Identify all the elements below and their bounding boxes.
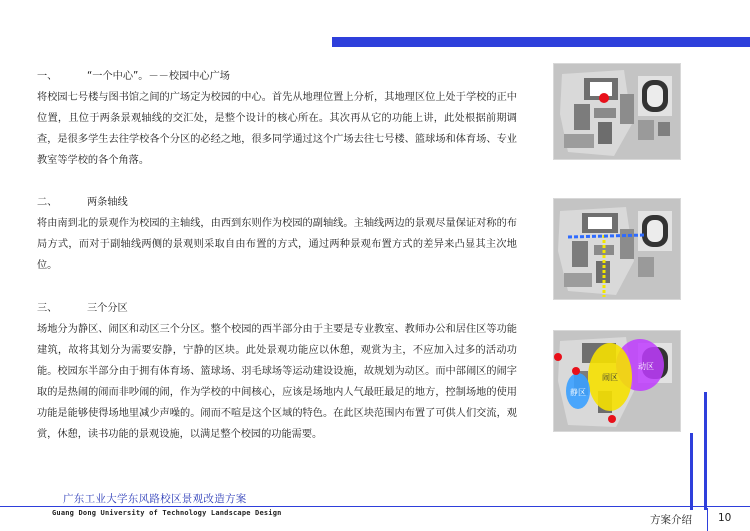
section-title: 三个分区 [87,303,128,314]
zone-marker-icon [554,353,562,361]
section-number: 一、 [37,71,58,82]
decorative-vertical-line [704,392,707,510]
footer-divider [0,506,750,507]
center-marker-icon [599,93,609,103]
section-body: 场地分为静区、闹区和动区三个分区。整个校园的西半部分由于主要是专业教室、教师办公和居住区等功能建筑，故将其划分为需要安静，宁静的区块。此处景观功能应以休憩，观赏为主，不应加入过多的活动功能。校园东半部分由于拥有体育场、篮球场、羽毛球场等运动建设设施，故规划为动区。而中部闹区的闹字取的是热闹的闹而非吵闹的闹，作为学校的中间核心，应该是场地内人气最旺最足的地方，控制场地的使用功能是能够使得场地里减少声噪的。闹而不喧是这个区域的特色。在此区块范围内布置了可供人们交流，观赏，休憩，读书功能的景观设施，以满足整个校园的功能需要。 [37,324,517,440]
decorative-vertical-line [690,433,693,510]
top-accent-bar [332,37,750,47]
section-number: 三、 [37,303,58,314]
zone-marker-icon [608,415,616,423]
section-body: 将由南到北的景观作为校园的主轴线，由西到东则作为校园的副轴线。主轴线两边的景观尽量保证对称的布局方式，而对于副轴线两侧的景观则采取自由布置的方式，通过两种景观布置方式的差异来凸显其主次地位。 [37,218,517,271]
section-one-center [37,66,517,171]
section-three-zones [37,298,517,445]
footer-separator [707,508,708,531]
section-number: 二、 [37,197,58,208]
section-heading [37,298,517,319]
campus-map-center-image [553,63,681,160]
campus-map-zones-image [553,330,681,432]
section-body: 将校园七号楼与图书馆之间的广场定为校园的中心。首先从地理位置上分析，其地理区位上处于学校的正中位置，且位于两条景观轴线的交汇处，是整个设计的核心所在。其次再从它的功能上讲，此处根据前期调查，是很多学生去往学校各个分区的必经之地，很多同学通过这个广场去往七号楼、篮球场和体育场、专业教室等学校的各个角落。 [37,92,517,166]
section-heading [37,66,517,87]
section-title: 两条轴线 [87,197,128,208]
section-two-axes [37,192,517,276]
section-title: “一个中心”。－－校园中心广场 [87,71,230,82]
zone-marker-icon [572,367,580,375]
quiet-zone-label: 静区 [570,388,586,397]
campus-map-axes-image [553,198,681,300]
active-zone-label: 动区 [638,362,654,371]
page-number: 10 [718,512,732,524]
lively-zone-label: 闹区 [602,373,618,382]
footer-english-title: Guang Dong University of Technology Landscape Design [52,509,282,517]
section-heading [37,192,517,213]
footer-section-label: 方案介绍 [650,514,692,526]
footer-project-title: 广东工业大学东风路校区景观改造方案 [63,493,247,505]
